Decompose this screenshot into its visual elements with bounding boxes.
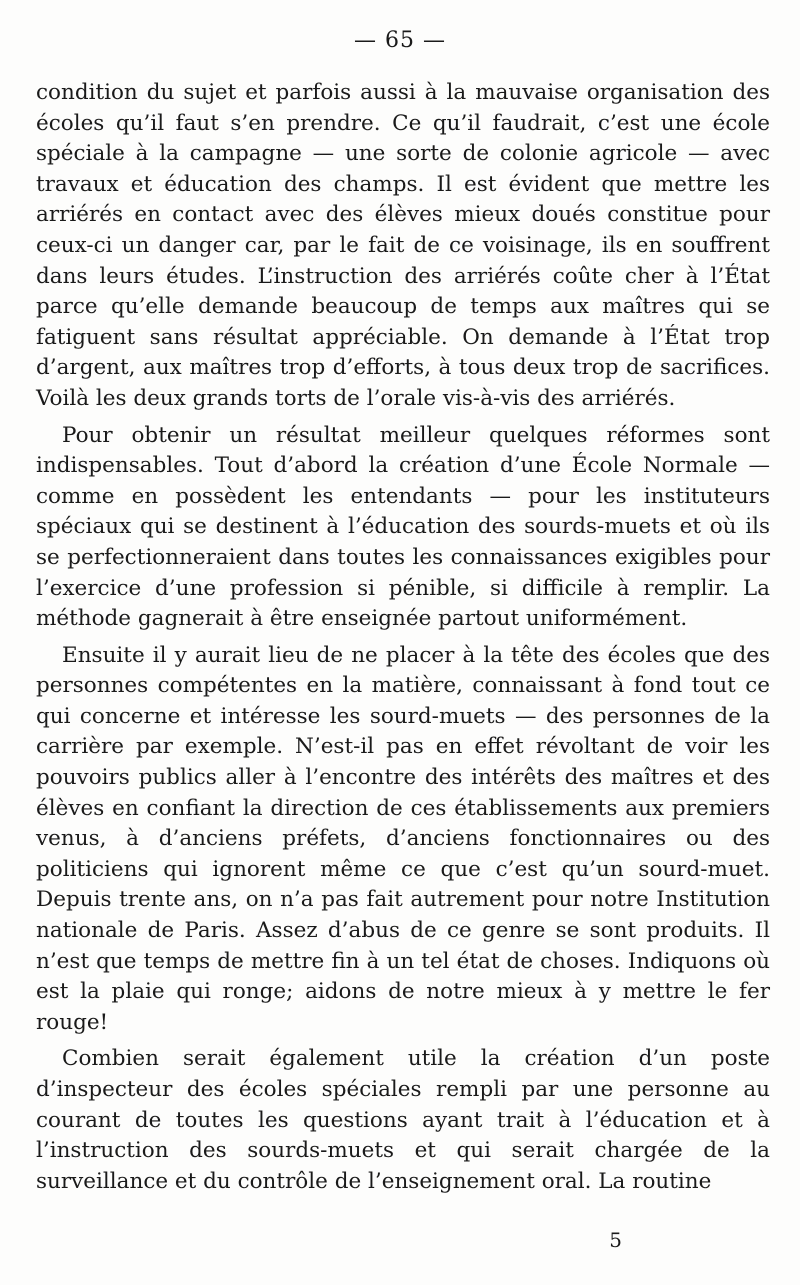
paragraph-1: condition du sujet et parfois aussi à la mauvaise organisation des écoles qu’il faut s’en prendre. Ce qu’il faudrait, c’est une école spéciale à la campagne — une sorte de colonie agricole — avec travaux et éducation des champs. Il est évident que mettre les arriérés en contact avec des élèves mieux doués constitue pour ceux-ci un danger car, par le fait de ce voisinage, ils en souffrent dans leurs études. L’instruction des arriérés coûte cher à l’État parce qu’elle demande beaucoup de temps aux maîtres qui se fatiguent sans résultat appréciable. On demande à l’État trop d’argent, aux maîtres trop d’efforts, à tous deux trop de sacrifices. Voilà les deux grands torts de l’orale vis-à-vis des arriérés. [36, 80, 770, 411]
paragraph-3: Ensuite il y aurait lieu de ne placer à la tête des écoles que des personnes compétentes en la matière, connaissant à fond tout ce qui concerne et intéresse les sourd-muets — des personnes de la carrière par exemple. N’est-il pas en effet révoltant de voir les pouvoirs publics aller à l’encontre des intérêts des maîtres et des élèves en confiant la direction de ces établissements aux premiers venus, à d’anciens préfets, d’anciens fonctionnaires ou des politiciens qui ignorent même ce que c’est qu’un sourd-muet. Depuis trente ans, on n’a pas fait autrement pour notre Institution nationale de Paris. Assez d’abus de ce genre se sont produits. Il n’est que temps de mettre fin à un tel état de choses. Indiquons où est la plaie qui ronge; aidons de notre mieux à y mettre le fer rouge! [36, 642, 770, 1035]
signature-mark: 5 [609, 1228, 622, 1252]
page-number: — 65 — [354, 28, 446, 53]
paragraph-4: Combien serait également utile la création d’un poste d’inspecteur des écoles spéciales rempli par une personne au courant de toutes les questions ayant trait à l’éducation et à l’instruction des sourds-muets et qui serait chargée de la surveillance et du contrôle de l’enseignement oral. La routine [36, 1046, 770, 1194]
text-body [36, 78, 770, 1203]
paragraph-2: Pour obtenir un résultat meilleur quelques réformes sont indispensables. Tout d’abord la création d’une École Normale — comme en possèdent les entendants — pour les instituteurs spéciaux qui se destinent à l’éducation des sourds-muets et où ils se perfectionneraient dans toutes les connaissances exigibles pour l’exercice d’une profession si pénible, si difficile à remplir. La méthode gagnerait à être enseignée partout uniformément. [36, 422, 770, 632]
